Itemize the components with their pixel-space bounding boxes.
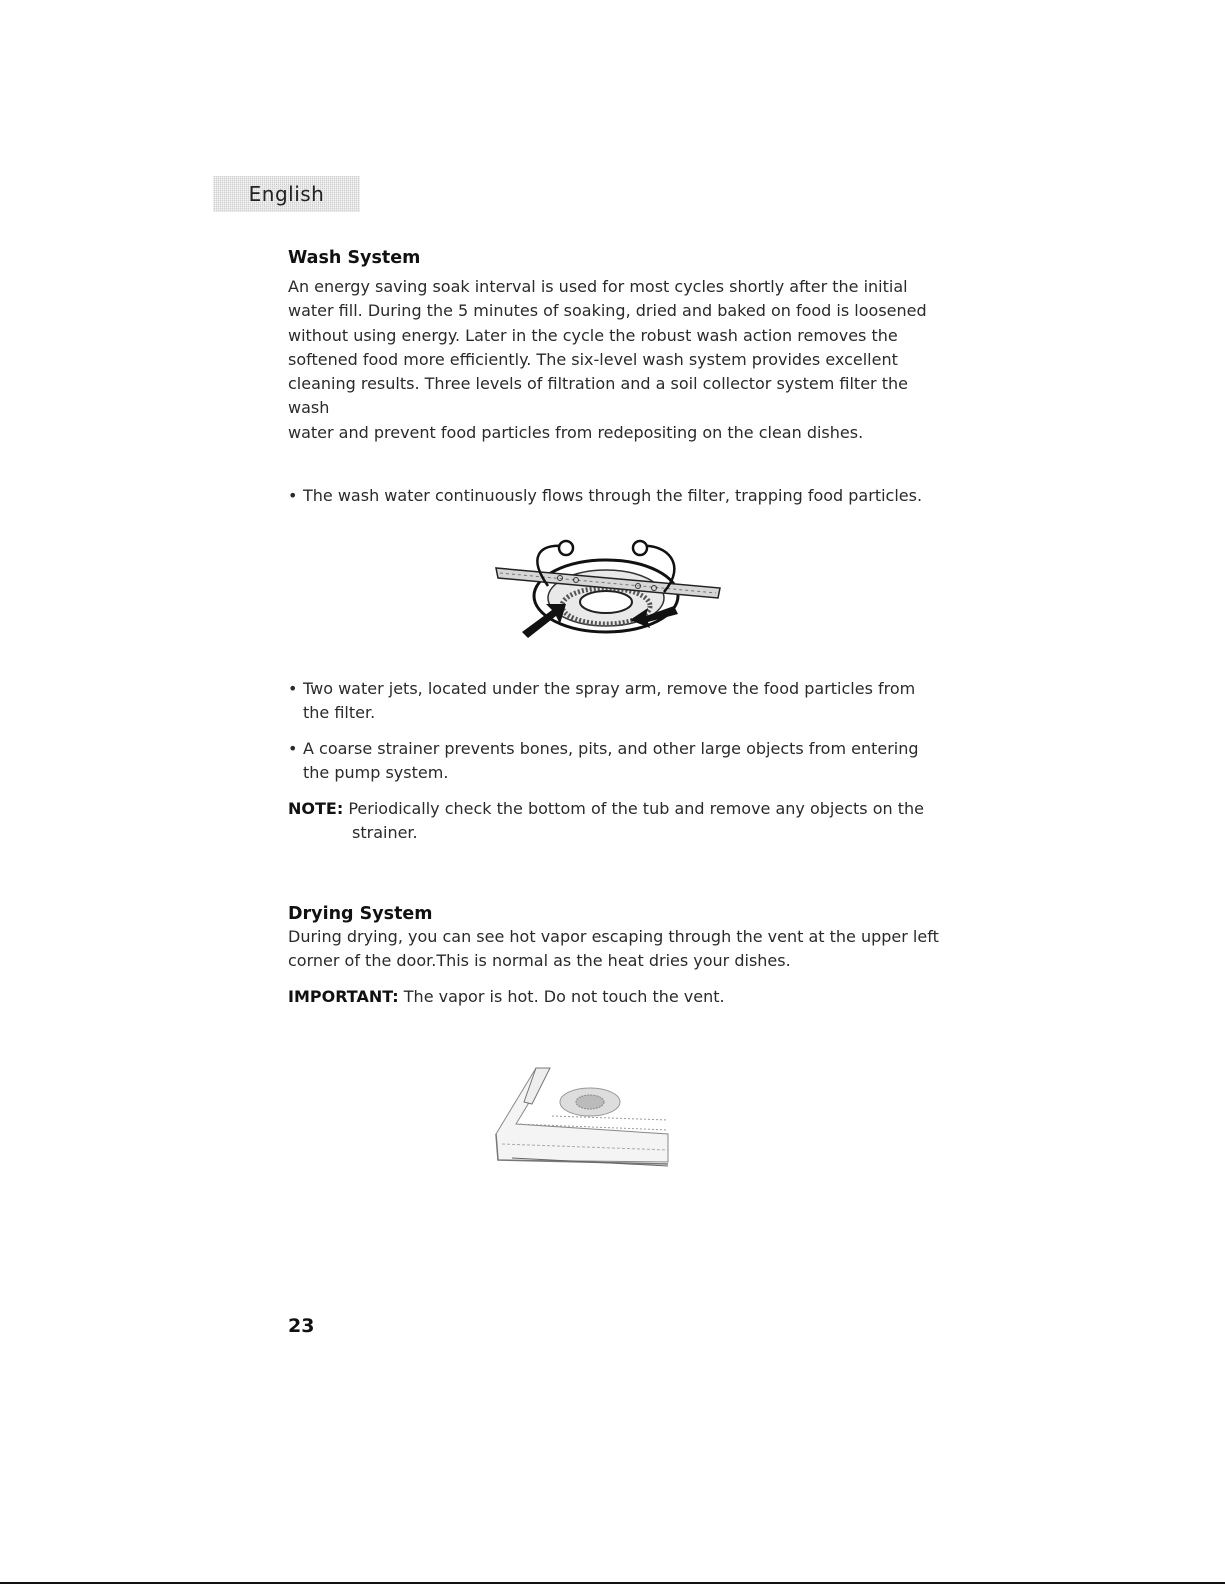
note-text: Periodically check the bottom of the tub and remove any objects on the bbox=[348, 799, 924, 818]
language-tab bbox=[213, 176, 360, 212]
wash-intro-line: without using energy. Later in the cycle the robust wash action removes the bbox=[288, 325, 898, 345]
page-number: 23 bbox=[288, 1315, 315, 1337]
bullet-text: The wash water continuously flows through the filter, trapping food particles. bbox=[303, 486, 923, 505]
drying-line: corner of the door.This is normal as the heat dries your dishes. bbox=[288, 951, 791, 971]
wash-intro-line: water and prevent food particles from redepositing on the clean dishes. bbox=[288, 422, 864, 442]
wash-intro-paragraph bbox=[288, 275, 948, 445]
bullet-dot: • bbox=[288, 486, 298, 505]
language-tab-label: English bbox=[248, 182, 325, 206]
wash-intro-line: softened food more efficiently. The six-level wash system provides excellent bbox=[288, 349, 898, 369]
bullet-coarse-strainer bbox=[288, 737, 948, 786]
bullet-filter-flow bbox=[288, 484, 948, 508]
bullet-dot: • bbox=[288, 679, 298, 698]
important-label: IMPORTANT: bbox=[288, 986, 399, 1006]
bullet-text: Two water jets, located under the spray arm, remove the food particles from bbox=[303, 679, 916, 698]
note-text: strainer. bbox=[352, 823, 418, 843]
important-block bbox=[288, 985, 948, 1009]
wash-intro-line: An energy saving soak interval is used for most cycles shortly after the initial bbox=[288, 277, 908, 296]
wash-system-heading: Wash System bbox=[288, 248, 421, 268]
bullet-dot: • bbox=[288, 739, 298, 758]
drying-system-heading: Drying System bbox=[288, 904, 433, 924]
bullet-water-jets bbox=[288, 677, 948, 726]
wash-intro-line: cleaning results. Three levels of filtration and a soil collector system filter the wash bbox=[288, 374, 908, 418]
wash-intro-line: water fill. During the 5 minutes of soaking, dried and baked on food is loosened bbox=[288, 301, 927, 321]
bullet-text: A coarse strainer prevents bones, pits, and other large objects from entering bbox=[303, 739, 919, 758]
important-text: The vapor is hot. Do not touch the vent. bbox=[403, 986, 725, 1006]
drying-system-section bbox=[288, 904, 948, 1009]
note-block bbox=[288, 797, 948, 846]
bullet-text: the pump system. bbox=[303, 763, 449, 783]
note-label: NOTE: bbox=[288, 799, 344, 818]
spray-arm-filter-illustration bbox=[488, 528, 728, 640]
door-vent-illustration bbox=[492, 1058, 672, 1170]
bullet-text: the filter. bbox=[303, 703, 376, 723]
drying-line: During drying, you can see hot vapor escaping through the vent at the upper left bbox=[288, 927, 939, 946]
bottom-border bbox=[0, 1582, 1225, 1584]
wash-system-section bbox=[288, 248, 948, 445]
